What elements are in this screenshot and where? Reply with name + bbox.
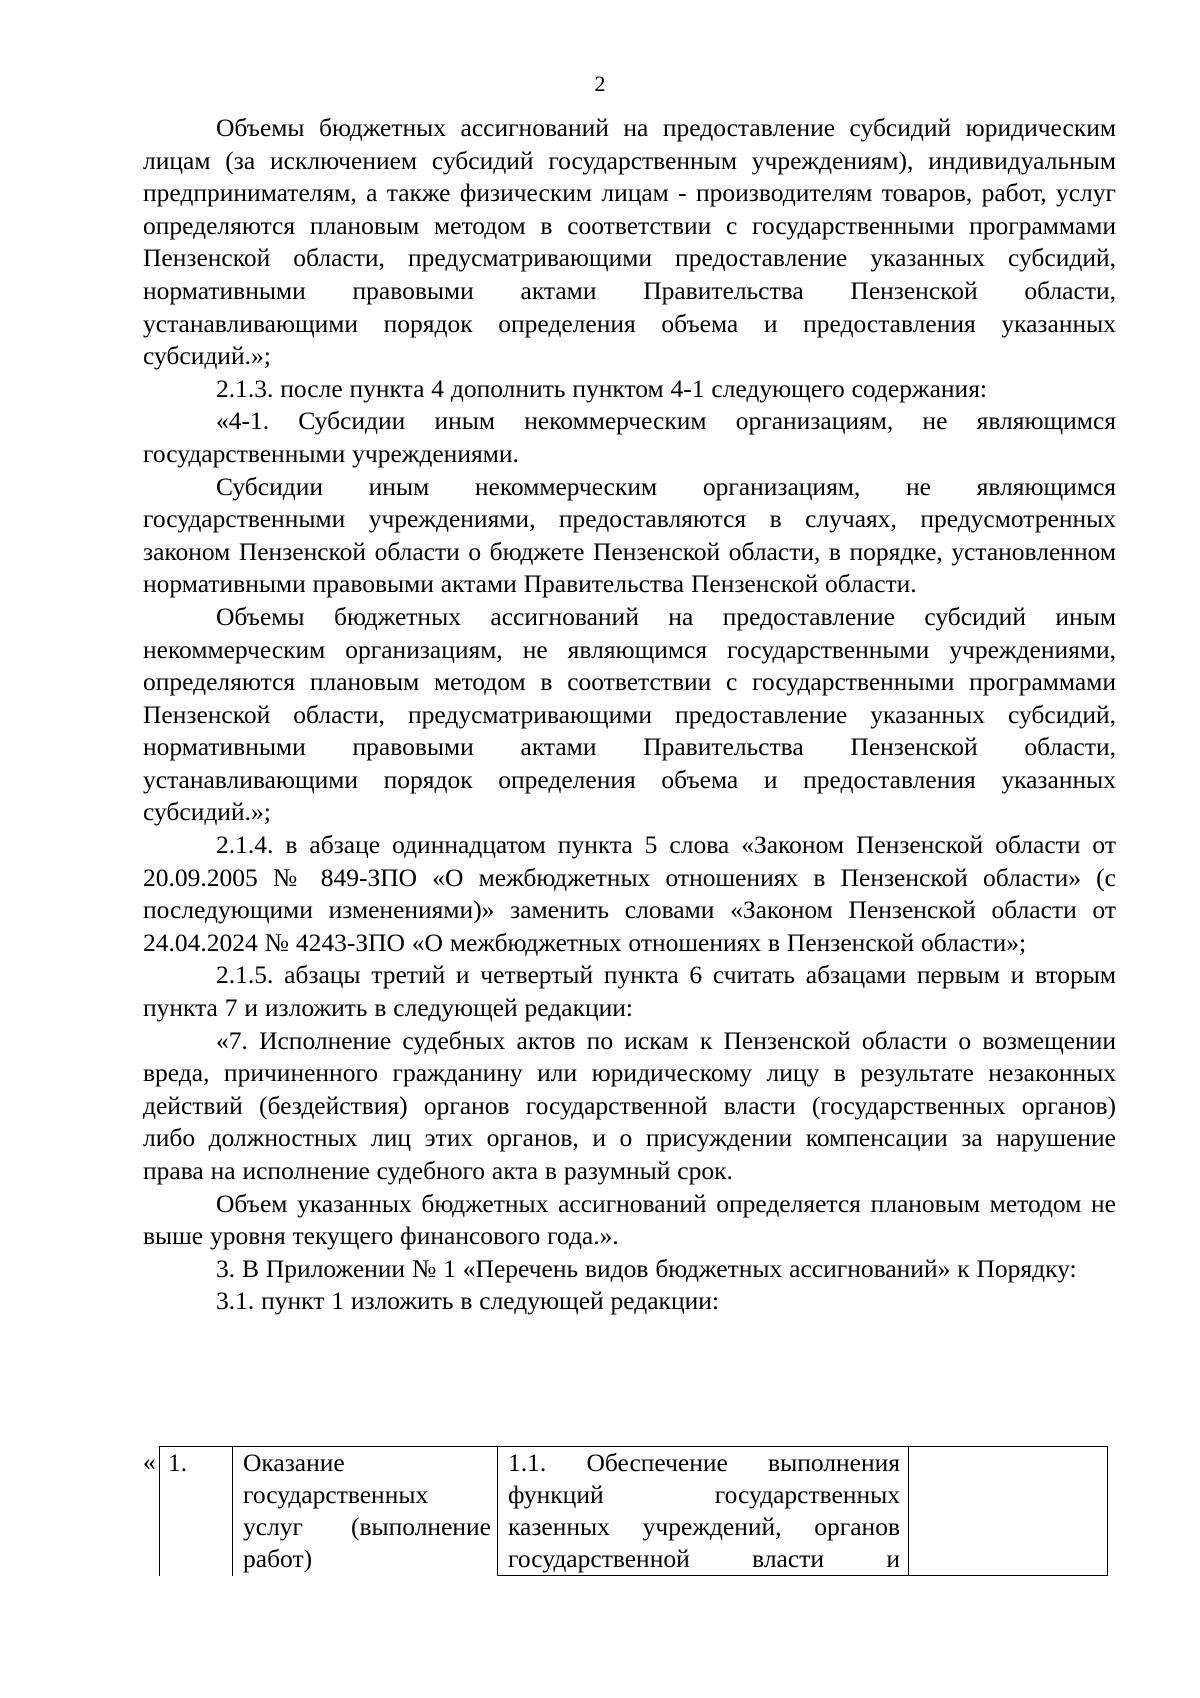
paragraph-4-1-title: «4-1. Субсидии иным некоммерческим организациям, не являющимся государственными учреждениями. [143, 406, 1116, 468]
row-description-line: 1.1. Обеспечение выполнения [508, 1448, 900, 1477]
row-number-cell [160, 1447, 233, 1576]
document-body [143, 112, 1116, 1318]
row-name-line: Оказание [243, 1448, 345, 1477]
row-name-line: работ) [243, 1544, 313, 1573]
paragraph-2-1-3: 2.1.3. после пункта 4 дополнить пунктом 4-1 следующего содержания: [216, 373, 988, 403]
page-number: 2 [594, 71, 606, 96]
paragraph-2-1-4: 2.1.4. в абзаце одиннадцатом пункта 5 слова «Законом Пензенской области от 20.09.2005 № 849-ЗПО «О межбюджетных отношениях в Пензенской области» (с последующими изменениями)» заменить словами «Законом Пензенской области от 24.04.2024 № 4243-ЗПО «О межбюджетных отношениях в Пензенской области»; [143, 830, 1116, 957]
table-open-quote: « [143, 1447, 156, 1476]
row-name-line: услуг (выполнение [243, 1512, 491, 1541]
paragraph-volume-planned: Объем указанных бюджетных ассигнований определяется плановым методом не выше уровня текущего финансового года.». [143, 1188, 1116, 1251]
row-description-line: государственной власти и [508, 1544, 900, 1573]
row-description-cell [498, 1447, 909, 1576]
row-number: 1. [168, 1448, 188, 1477]
appendix-table-fragment [143, 1446, 1123, 1576]
paragraph-3-1: 3.1. пункт 1 изложить в следующей редакции: [216, 1286, 719, 1316]
paragraph-subsidies-legal-entities: Объемы бюджетных ассигнований на предоставление субсидий юридическим лицам (за исключением субсидий государственным учреждениям), индивидуальным предпринимателям, а также физическим лицам - производителям товаров, работ, услуг определяются плановым методом в соответствии с государственными программами Пензенской области, предусматривающими предоставление указанных субсидий, нормативными правовыми актами Правительства Пензенской области, устанавливающими порядок определения объема и предоставления указанных субсидий.»; [143, 113, 1116, 371]
paragraph-3-appendix: 3. В Приложении № 1 «Перечень видов бюджетных ассигнований» к Порядку: [216, 1253, 1077, 1283]
paragraph-7-court-acts: «7. Исполнение судебных актов по искам к Пензенской области о возмещении вреда, причиненного гражданину или юридическому лицу в результате незаконных действий (бездействия) органов государственной власти (государственных органов) либо должностных лиц этих органов, и о присуждении компенсации за нарушение права на исполнение судебного акта в разумный срок. [143, 1025, 1116, 1185]
paragraph-volumes-nko: Объемы бюджетных ассигнований на предоставление субсидий иным некоммерческим организациям, не являющимся государственными учреждениями, определяются плановым методом в соответствии с государственными программами Пензенской области, предусматривающими предоставление указанных субсидий, нормативными правовыми актами Правительства Пензенской области, устанавливающими порядок определения объема и предоставления указанных субсидий.»; [143, 601, 1116, 827]
paragraph-subsidies-nko: Субсидии иным некоммерческим организациям, не являющимся государственными учреждениями, предоставляются в случаях, предусмотренных законом Пензенской области о бюджете Пензенской области, в порядке, установленном нормативными правовыми актами Правительства Пензенской области. [143, 471, 1116, 599]
paragraph-2-1-5: 2.1.5. абзацы третий и четвертый пункта 6 считать абзацами первым и вторым пункта 7 и изложить в следующей редакции: [143, 960, 1116, 1023]
row-extra-cell [909, 1447, 1108, 1576]
row-name-cell [233, 1447, 498, 1576]
row-name-line: государственных [243, 1480, 429, 1509]
row-description-line: казенных учреждений, органов [508, 1512, 900, 1541]
table-row [160, 1447, 1108, 1576]
row-description-line: функций государственных [508, 1480, 900, 1509]
appendix-table [159, 1446, 1108, 1576]
